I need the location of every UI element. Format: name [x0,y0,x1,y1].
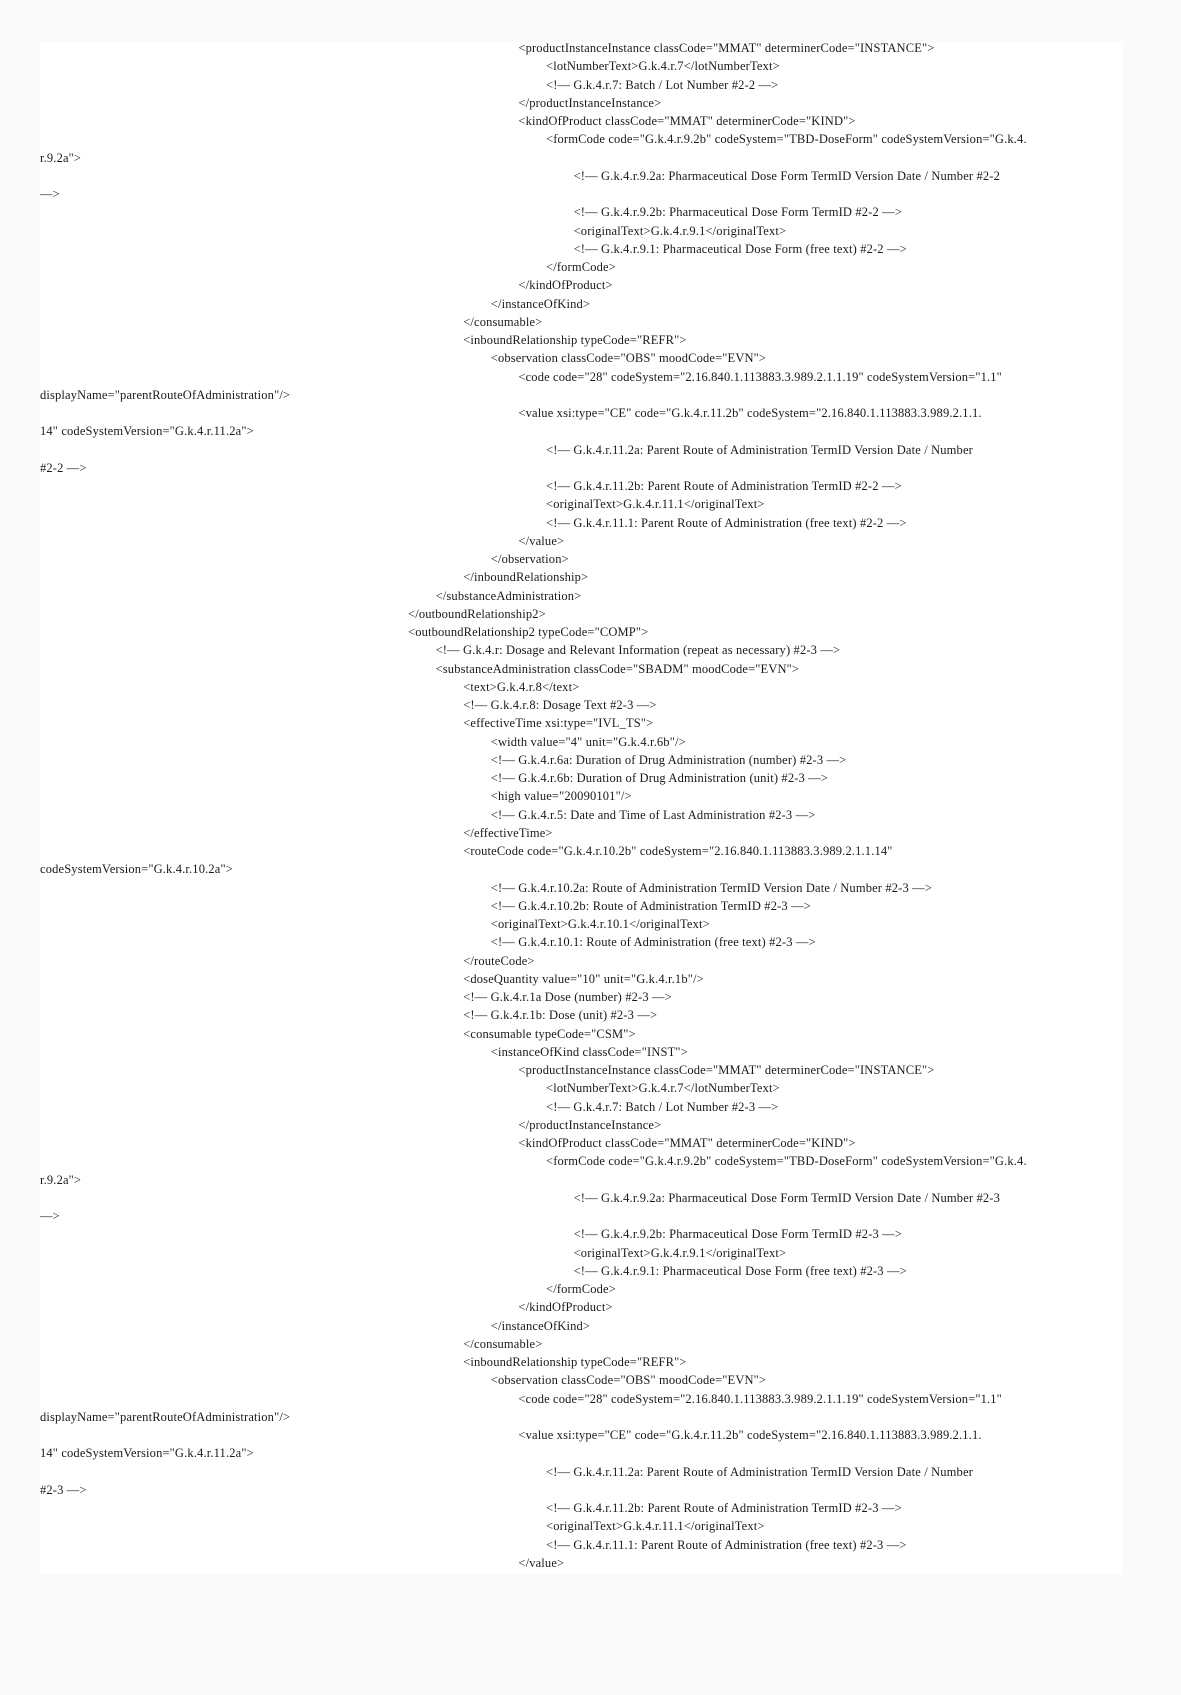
code-line-text: </effectiveTime> [463,825,553,840]
code-line-text: <!— G.k.4.r.6b: Duration of Drug Administration (unit) #2-3 —> [490,771,829,785]
code-line [40,605,1123,623]
code-line [40,568,1123,586]
code-line-text: <effectiveTime xsi:type="IVL_TS"> [463,716,654,731]
code-line-text: <!— G.k.4.r.9.2a: Pharmaceutical Dose Form TermID Version Date / Number #2-2 [573,168,1000,183]
code-line-text: <formCode code="G.k.4.r.9.2b" codeSystem="TBD-DoseForm" codeSystemVersion="G.k.4. [546,1154,1027,1169]
code-line [40,1262,1123,1280]
code-line [40,587,1123,605]
code-line-wrapped [40,1481,1123,1499]
code-line [40,441,1123,459]
code-line-text: <!— G.k.4.r.11.1: Parent Route of Administration (free text) #2-2 —> [546,515,907,530]
code-line-text: </observation> [490,552,569,566]
code-line-text: </inboundRelationship> [463,570,589,585]
code-line-text: <!— G.k.4.r.11.1: Parent Route of Administration (free text) #2-3 —> [546,1537,907,1552]
code-line-text: </productInstanceInstance> [518,95,662,110]
code-line-text: <!— G.k.4.r.9.2b: Pharmaceutical Dose Form TermID #2-2 —> [573,205,903,220]
code-line [40,258,1123,276]
code-line-text: <!— G.k.4.r.10.1: Route of Administration (free text) #2-3 —> [490,935,816,950]
code-line-text: <originalText>G.k.4.r.9.1</originalText> [573,223,787,238]
code-line [40,952,1123,970]
code-line-text: <!— G.k.4.r.9.2a: Pharmaceutical Dose Form TermID Version Date / Number #2-3 [573,1190,1000,1205]
code-line-wrapped [40,860,1123,878]
code-line-text: <!— G.k.4.r.11.2b: Parent Route of Administration TermID #2-3 —> [546,1501,902,1515]
code-line-text: <!— G.k.4.r.8: Dosage Text #2-3 —> [463,698,657,712]
code-line-text: </routeCode> [463,953,535,968]
code-line [40,550,1123,568]
code-line-text: <!— G.k.4.r.1b: Dose (unit) #2-3 —> [463,1008,658,1023]
code-line-text: <outboundRelationship2 typeCode="COMP"> [408,625,649,639]
code-line-text: <inboundRelationship typeCode="REFR"> [463,333,687,347]
code-line [40,94,1123,112]
code-line [40,1006,1123,1024]
code-line-text: <originalText>G.k.4.r.11.1</originalText> [546,1519,765,1534]
code-line [40,349,1123,367]
code-line-text: </instanceOfKind> [490,296,591,311]
code-line [40,1225,1123,1243]
code-line [40,988,1123,1006]
code-line [40,42,1123,57]
code-line-text: <!— G.k.4.r.9.1: Pharmaceutical Dose Form (free text) #2-3 —> [573,1263,907,1278]
code-line-text: <observation classCode="OBS" moodCode="EVN"> [490,351,767,366]
code-line-wrapped [40,1444,1123,1462]
code-line [40,1061,1123,1079]
code-line [40,57,1123,75]
code-line-text: displayName="parentRouteOfAdministration"/> [40,387,291,402]
code-line [40,1335,1123,1353]
code-line [40,1189,1123,1207]
code-line-text: <lotNumberText>G.k.4.r.7</lotNumberText> [546,1081,780,1096]
code-line-wrapped [40,149,1123,167]
code-line [40,368,1123,386]
code-line-text: <originalText>G.k.4.r.11.1</originalText> [546,497,765,512]
code-line-text: </consumable> [463,1336,543,1351]
code-line-text: </productInstanceInstance> [518,1117,662,1132]
code-line-text: r.9.2a"> [40,1172,82,1187]
code-line [40,76,1123,94]
code-line [40,1025,1123,1043]
code-line [40,1353,1123,1371]
code-line-text: <!— G.k.4.r.5: Date and Time of Last Administration #2-3 —> [490,807,816,822]
code-line-text: <substanceAdministration classCode="SBADM" moodCode="EVN"> [435,661,800,676]
code-line [40,970,1123,988]
code-line-text: </value> [518,533,565,548]
xml-code-listing [40,42,1123,1572]
code-line [40,1116,1123,1134]
code-line-text: <!— G.k.4.r.11.2a: Parent Route of Administration TermID Version Date / Number [546,442,973,457]
code-line-text: <value xsi:type="CE" code="G.k.4.r.11.2b" codeSystem="2.16.840.1.113883.3.989.2.1.1. [518,1428,982,1442]
code-line-text: <instanceOfKind classCode="INST"> [490,1044,688,1059]
code-line-wrapped [40,1408,1123,1426]
code-line [40,276,1123,294]
code-line-text: <kindOfProduct classCode="MMAT" determinerCode="KIND"> [518,114,856,128]
code-line-text: codeSystemVersion="G.k.4.r.10.2a"> [40,862,233,877]
code-line [40,222,1123,240]
code-line [40,477,1123,495]
code-line-text: <lotNumberText>G.k.4.r.7</lotNumberText> [546,59,780,74]
code-line-text: <!— G.k.4.r.6a: Duration of Drug Administration (number) #2-3 —> [490,752,847,767]
code-line-text: <doseQuantity value="10" unit="G.k.4.r.1b"/> [463,971,704,986]
code-line [40,915,1123,933]
code-line [40,1079,1123,1097]
code-line [40,806,1123,824]
code-line [40,678,1123,696]
code-line [40,167,1123,185]
code-line-text: #2-2 —> [40,460,87,475]
code-line-text: <code code="28" codeSystem="2.16.840.1.113883.3.989.2.1.1.19" codeSystemVersion="1.1" [518,1391,1002,1406]
code-line-text: —> [40,187,60,201]
code-line-text: displayName="parentRouteOfAdministration"/> [40,1409,291,1424]
code-line-text: <routeCode code="G.k.4.r.10.2b" codeSystem="2.16.840.1.113883.3.989.2.1.1.14" [463,844,893,858]
code-line [40,1098,1123,1116]
code-line [40,842,1123,860]
code-line-text: <code code="28" codeSystem="2.16.840.1.113883.3.989.2.1.1.19" codeSystemVersion="1.1" [518,369,1002,384]
code-line-text: #2-3 —> [40,1482,87,1497]
code-line-text: <!— G.k.4.r: Dosage and Relevant Information (repeat as necessary) #2-3 —> [435,643,841,658]
code-line-wrapped [40,1171,1123,1189]
code-line [40,933,1123,951]
code-line [40,751,1123,769]
code-line-text: <formCode code="G.k.4.r.9.2b" codeSystem="TBD-DoseForm" codeSystemVersion="G.k.4. [546,132,1027,147]
code-line-text: </kindOfProduct> [518,1300,613,1315]
code-line [40,112,1123,130]
code-line-text: </formCode> [546,1282,616,1296]
code-line [40,696,1123,714]
code-line-wrapped [40,459,1123,477]
code-line-text: 14" codeSystemVersion="G.k.4.r.11.2a"> [40,424,254,439]
code-line-wrapped [40,422,1123,440]
code-line [40,641,1123,659]
code-line [40,313,1123,331]
code-line [40,1499,1123,1517]
code-line [40,1134,1123,1152]
code-line [40,240,1123,258]
code-line [40,295,1123,313]
code-line-wrapped [40,1207,1123,1225]
code-line-text: </instanceOfKind> [490,1318,591,1333]
code-line [40,203,1123,221]
code-line-text: <productInstanceInstance classCode="MMAT" determinerCode="INSTANCE"> [518,42,935,55]
code-line-text: </kindOfProduct> [518,278,613,293]
code-line-text: <!— G.k.4.r.9.2b: Pharmaceutical Dose Form TermID #2-3 —> [573,1227,903,1242]
code-line-text: <!— G.k.4.r.7: Batch / Lot Number #2-3 —> [546,1099,779,1114]
code-line-text: <originalText>G.k.4.r.10.1</originalText> [490,917,710,931]
code-line [40,514,1123,532]
code-line [40,1244,1123,1262]
code-line-text: </formCode> [546,260,616,274]
code-line [40,787,1123,805]
code-line-text: <kindOfProduct classCode="MMAT" determinerCode="KIND"> [518,1136,856,1150]
code-line-text: </value> [518,1555,565,1570]
document-page [40,42,1123,1575]
code-line [40,1536,1123,1554]
code-line-text: <observation classCode="OBS" moodCode="EVN"> [490,1373,767,1388]
code-line-wrapped [40,386,1123,404]
code-line-text: r.9.2a"> [40,150,82,165]
code-line-text: </outboundRelationship2> [408,606,546,621]
code-line [40,879,1123,897]
code-line-text: <high value="20090101"/> [490,789,632,804]
code-line [40,130,1123,148]
code-line [40,623,1123,641]
code-line-text: 14" codeSystemVersion="G.k.4.r.11.2a"> [40,1446,254,1461]
code-line [40,769,1123,787]
code-line [40,733,1123,751]
code-line [40,1517,1123,1535]
code-line-text: <productInstanceInstance classCode="MMAT" determinerCode="INSTANCE"> [518,1063,935,1077]
code-line-text: <value xsi:type="CE" code="G.k.4.r.11.2b" codeSystem="2.16.840.1.113883.3.989.2.1.1. [518,406,982,420]
code-line [40,897,1123,915]
code-line-text: <!— G.k.4.r.1a Dose (number) #2-3 —> [463,990,672,1004]
code-line [40,1043,1123,1061]
code-line [40,1426,1123,1444]
code-line-text: <!— G.k.4.r.11.2a: Parent Route of Administration TermID Version Date / Number [546,1464,973,1479]
code-line [40,331,1123,349]
code-line-text: <consumable typeCode="CSM"> [463,1026,636,1041]
code-line-text: —> [40,1209,60,1223]
code-line-text: <!— G.k.4.r.7: Batch / Lot Number #2-2 —> [546,77,779,92]
code-line [40,660,1123,678]
code-line [40,824,1123,842]
code-line-text: </consumable> [463,314,543,329]
code-line [40,1554,1123,1572]
code-line-text: </substanceAdministration> [435,588,582,603]
code-line-text: <!— G.k.4.r.10.2b: Route of Administration TermID #2-3 —> [490,898,811,913]
code-line [40,1317,1123,1335]
code-line [40,532,1123,550]
code-line-text: <inboundRelationship typeCode="REFR"> [463,1355,687,1369]
code-line-text: <!— G.k.4.r.9.1: Pharmaceutical Dose Form (free text) #2-2 —> [573,241,907,256]
code-line [40,1463,1123,1481]
code-line [40,1280,1123,1298]
code-line-text: <width value="4" unit="G.k.4.r.6b"/> [490,734,686,749]
code-line [40,495,1123,513]
code-line-text: <text>G.k.4.r.8</text> [463,679,580,694]
code-line [40,1390,1123,1408]
code-line-text: <!— G.k.4.r.10.2a: Route of Administration TermID Version Date / Number #2-3 —> [490,880,933,895]
code-line [40,404,1123,422]
code-line [40,714,1123,732]
code-line [40,1371,1123,1389]
code-line [40,1298,1123,1316]
code-line-wrapped [40,185,1123,203]
code-line-text: <originalText>G.k.4.r.9.1</originalText> [573,1245,787,1260]
code-line [40,1152,1123,1170]
code-line-text: <!— G.k.4.r.11.2b: Parent Route of Administration TermID #2-2 —> [546,479,902,493]
